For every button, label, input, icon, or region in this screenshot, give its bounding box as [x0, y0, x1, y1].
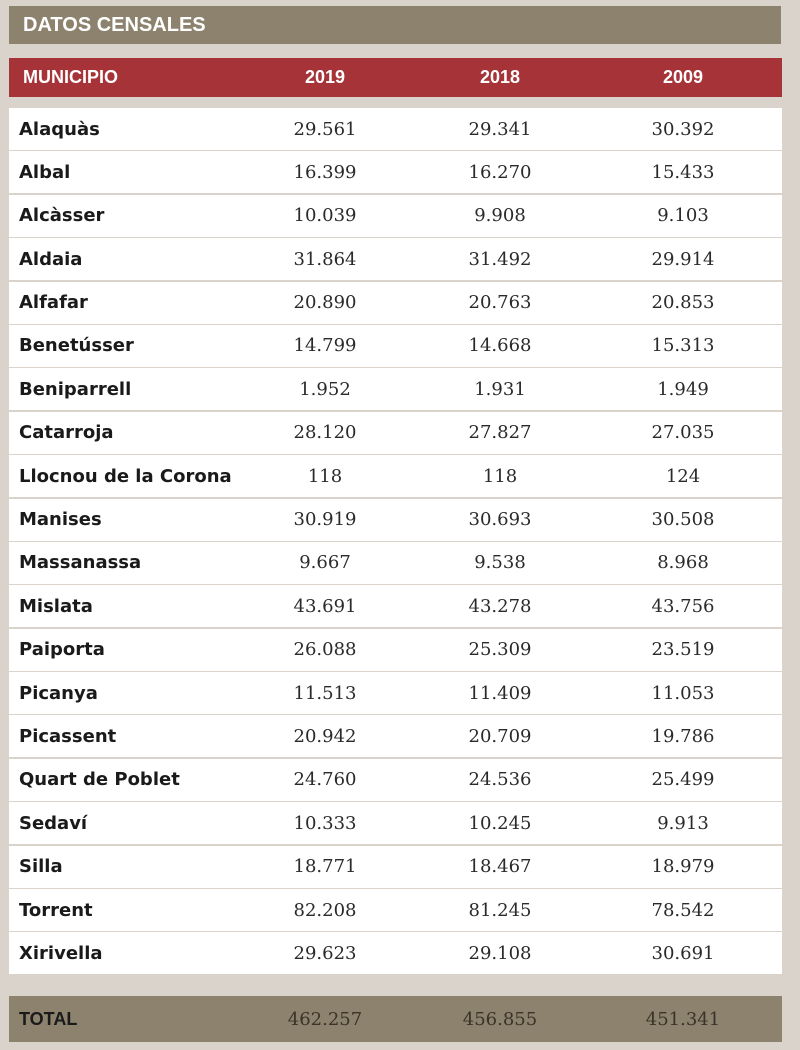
total-label: TOTAL [19, 1008, 78, 1029]
table-row [9, 846, 782, 888]
value-2019-cell: 26.088 [293, 639, 357, 661]
value-2019-cell: 18.771 [293, 856, 357, 878]
value-2019-cell: 29.623 [293, 942, 357, 964]
total-2009: 451.341 [645, 1008, 721, 1030]
table-row [9, 542, 782, 584]
value-2018-cell: 20.709 [468, 725, 532, 747]
value-2009-cell: 27.035 [651, 422, 715, 444]
table-row [9, 759, 782, 801]
municipio-cell: Massanassa [19, 552, 142, 574]
total-row [9, 996, 782, 1042]
municipio-cell: Catarroja [19, 422, 114, 444]
value-2009-cell: 23.519 [651, 639, 715, 661]
value-2018-cell: 11.409 [468, 682, 532, 704]
value-2009-cell: 78.542 [651, 899, 715, 921]
table-row [9, 412, 782, 454]
total-2018: 456.855 [462, 1008, 538, 1030]
header-2018: 2018 [479, 67, 521, 87]
total-2019: 462.257 [287, 1008, 363, 1030]
value-2009-cell: 20.853 [651, 292, 715, 314]
table-row [9, 672, 782, 714]
table-row [9, 151, 782, 193]
value-2019-cell: 20.942 [293, 725, 357, 747]
municipio-cell: Alcàsser [19, 205, 105, 227]
municipio-cell: Picassent [19, 725, 117, 747]
value-2009-cell: 8.968 [657, 552, 709, 574]
value-2009-cell: 9.103 [657, 205, 709, 227]
header-2009: 2009 [662, 67, 704, 87]
value-2009-cell: 30.691 [651, 942, 715, 964]
table-body [9, 108, 782, 976]
municipio-cell: Llocnou de la Corona [19, 465, 232, 487]
municipio-cell: Alaquàs [19, 118, 100, 140]
value-2009-cell: 25.499 [651, 769, 715, 791]
table-row [9, 282, 782, 324]
value-2019-cell: 29.561 [293, 118, 357, 140]
table-row [9, 238, 782, 280]
municipio-cell: Xirivella [19, 942, 103, 964]
value-2009-cell: 30.392 [651, 118, 715, 140]
value-2009-cell: 29.914 [651, 248, 715, 270]
value-2018-cell: 1.931 [474, 378, 526, 400]
value-2018-cell: 25.309 [468, 639, 532, 661]
municipio-cell: Manises [19, 509, 102, 531]
municipio-cell: Albal [19, 161, 71, 183]
table-row [9, 585, 782, 627]
municipio-cell: Paiporta [19, 639, 105, 661]
value-2019-cell: 82.208 [293, 899, 357, 921]
municipio-cell: Beniparrell [19, 378, 132, 400]
value-2019-cell: 31.864 [293, 248, 357, 270]
value-2018-cell: 43.278 [468, 595, 532, 617]
table-row [9, 195, 782, 237]
value-2019-cell: 118 [307, 465, 343, 487]
value-2019-cell: 30.919 [293, 509, 357, 531]
value-2009-cell: 15.313 [651, 335, 715, 357]
value-2018-cell: 18.467 [468, 856, 532, 878]
value-2019-cell: 10.039 [293, 205, 357, 227]
value-2018-cell: 20.763 [468, 292, 532, 314]
table-row [9, 889, 782, 931]
value-2018-cell: 29.108 [468, 942, 532, 964]
value-2019-cell: 28.120 [293, 422, 357, 444]
table-row [9, 499, 782, 541]
table-title: DATOS CENSALES [9, 6, 781, 44]
value-2018-cell: 9.908 [474, 205, 526, 227]
value-2019-cell: 24.760 [293, 769, 357, 791]
value-2019-cell: 20.890 [293, 292, 357, 314]
table-row [9, 108, 782, 150]
value-2019-cell: 9.667 [299, 552, 351, 574]
value-2018-cell: 31.492 [468, 248, 532, 270]
value-2018-cell: 10.245 [468, 812, 532, 834]
table-row [9, 715, 782, 757]
header-2019: 2019 [304, 67, 346, 87]
municipio-cell: Picanya [19, 682, 98, 704]
municipio-cell: Alfafar [19, 292, 88, 314]
municipio-cell: Sedaví [19, 812, 88, 834]
table-row [9, 802, 782, 844]
municipio-cell: Benetússer [19, 335, 134, 357]
value-2009-cell: 30.508 [651, 509, 715, 531]
value-2009-cell: 43.756 [651, 595, 715, 617]
value-2018-cell: 30.693 [468, 509, 532, 531]
value-2018-cell: 24.536 [468, 769, 532, 791]
value-2019-cell: 10.333 [293, 812, 357, 834]
value-2009-cell: 18.979 [651, 856, 715, 878]
value-2009-cell: 1.949 [657, 378, 709, 400]
value-2019-cell: 43.691 [293, 595, 357, 617]
table-row [9, 629, 782, 671]
value-2018-cell: 9.538 [474, 552, 526, 574]
value-2019-cell: 1.952 [299, 378, 351, 400]
value-2019-cell: 16.399 [293, 161, 357, 183]
table-row [9, 368, 782, 410]
value-2018-cell: 27.827 [468, 422, 532, 444]
value-2018-cell: 81.245 [468, 899, 532, 921]
value-2009-cell: 9.913 [657, 812, 709, 834]
municipio-cell: Quart de Poblet [19, 769, 180, 791]
value-2009-cell: 19.786 [651, 725, 715, 747]
municipio-cell: Torrent [19, 899, 93, 921]
table-header [9, 58, 782, 97]
header-municipio: MUNICIPIO [23, 67, 119, 87]
municipio-cell: Aldaia [19, 248, 83, 270]
value-2009-cell: 124 [665, 465, 701, 487]
value-2009-cell: 11.053 [651, 682, 715, 704]
table-row [9, 932, 782, 974]
value-2018-cell: 29.341 [468, 118, 532, 140]
table-row [9, 455, 782, 497]
value-2019-cell: 14.799 [293, 335, 357, 357]
municipio-cell: Silla [19, 856, 63, 878]
table-row [9, 325, 782, 367]
municipio-cell: Mislata [19, 595, 93, 617]
value-2019-cell: 11.513 [293, 682, 357, 704]
value-2018-cell: 118 [482, 465, 518, 487]
value-2018-cell: 16.270 [468, 161, 532, 183]
value-2018-cell: 14.668 [468, 335, 532, 357]
value-2009-cell: 15.433 [651, 161, 715, 183]
